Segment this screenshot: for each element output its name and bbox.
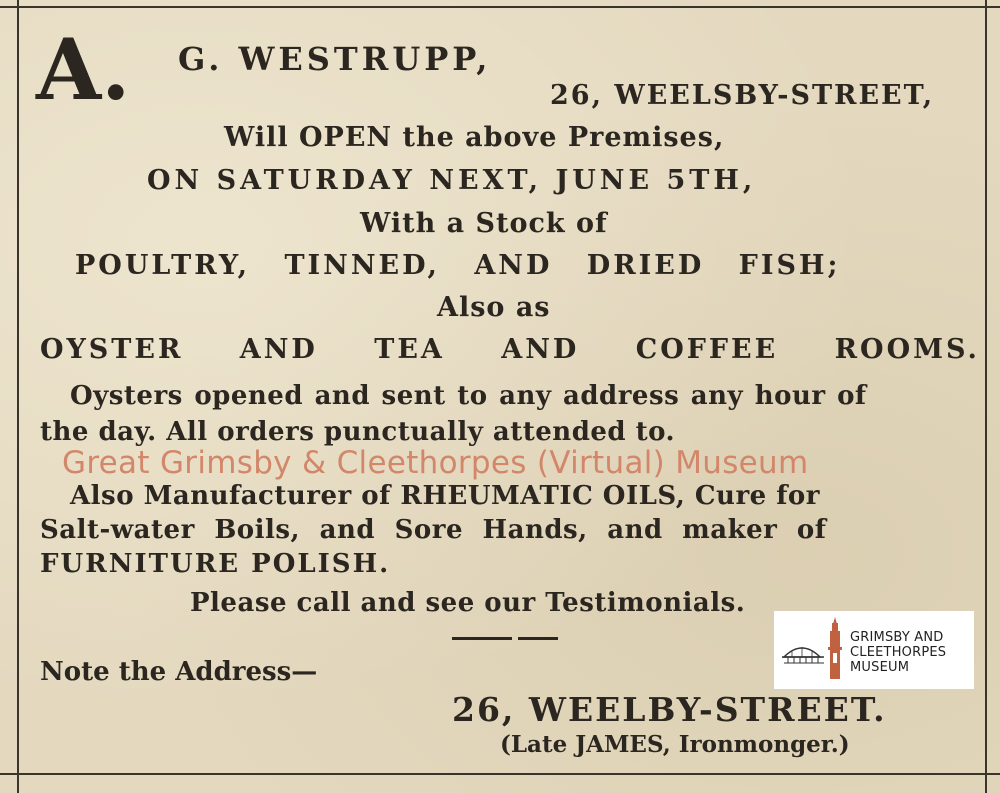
top-border-rule (0, 6, 1000, 8)
proprietor-name: G. WESTRUPP, (178, 40, 492, 78)
museum-watermark: Great Grimsby & Cleethorpes (Virtual) Museum (62, 445, 809, 481)
museum-logo (774, 611, 974, 689)
oysters-paragraph-line-2: the day. All orders punctually attended to. (40, 417, 676, 447)
stock-intro-line: With a Stock of (360, 208, 608, 239)
separator-dash (518, 637, 558, 640)
logo-line-2: CLEETHORPES (850, 645, 947, 660)
former-owner-line: (Late JAMES, Ironmonger.) (500, 731, 850, 758)
bottom-border-rule (0, 773, 1000, 775)
drop-initial: A. (36, 20, 131, 119)
left-border-rule (17, 0, 19, 793)
note-address-label: Note the Address— (40, 657, 318, 687)
separator-dash (452, 637, 512, 640)
rooms-line: OYSTER AND TEA AND COFFEE ROOMS. (40, 334, 980, 365)
opening-line: Will OPEN the above Premises, (224, 122, 725, 153)
museum-building-icon (780, 617, 850, 683)
logo-line-1: GRIMSBY AND (850, 630, 944, 645)
final-address: 26, WEELBY-STREET. (452, 690, 887, 729)
testimonials-line: Please call and see our Testimonials. (190, 588, 746, 618)
manufacturer-paragraph-line-1: Also Manufacturer of RHEUMATIC OILS, Cure for (70, 481, 820, 511)
stock-items-line: POULTRY, TINNED, AND DRIED FISH; (75, 250, 841, 281)
logo-line-3: MUSEUM (850, 660, 910, 675)
right-border-rule (985, 0, 987, 793)
oysters-paragraph-line-1: Oysters opened and sent to any address any hour of (70, 381, 867, 411)
also-as-line: Also as (437, 292, 551, 323)
museum-logo-text (850, 630, 946, 675)
manufacturer-paragraph-line-2: Salt-water Boils, and Sore Hands, and maker of (40, 515, 827, 545)
manufacturer-paragraph-line-3: FURNITURE POLISH. (40, 549, 391, 579)
opening-date-line: ON SATURDAY NEXT, JUNE 5TH, (147, 165, 757, 196)
street-address: 26, WEELSBY-STREET, (550, 80, 935, 111)
